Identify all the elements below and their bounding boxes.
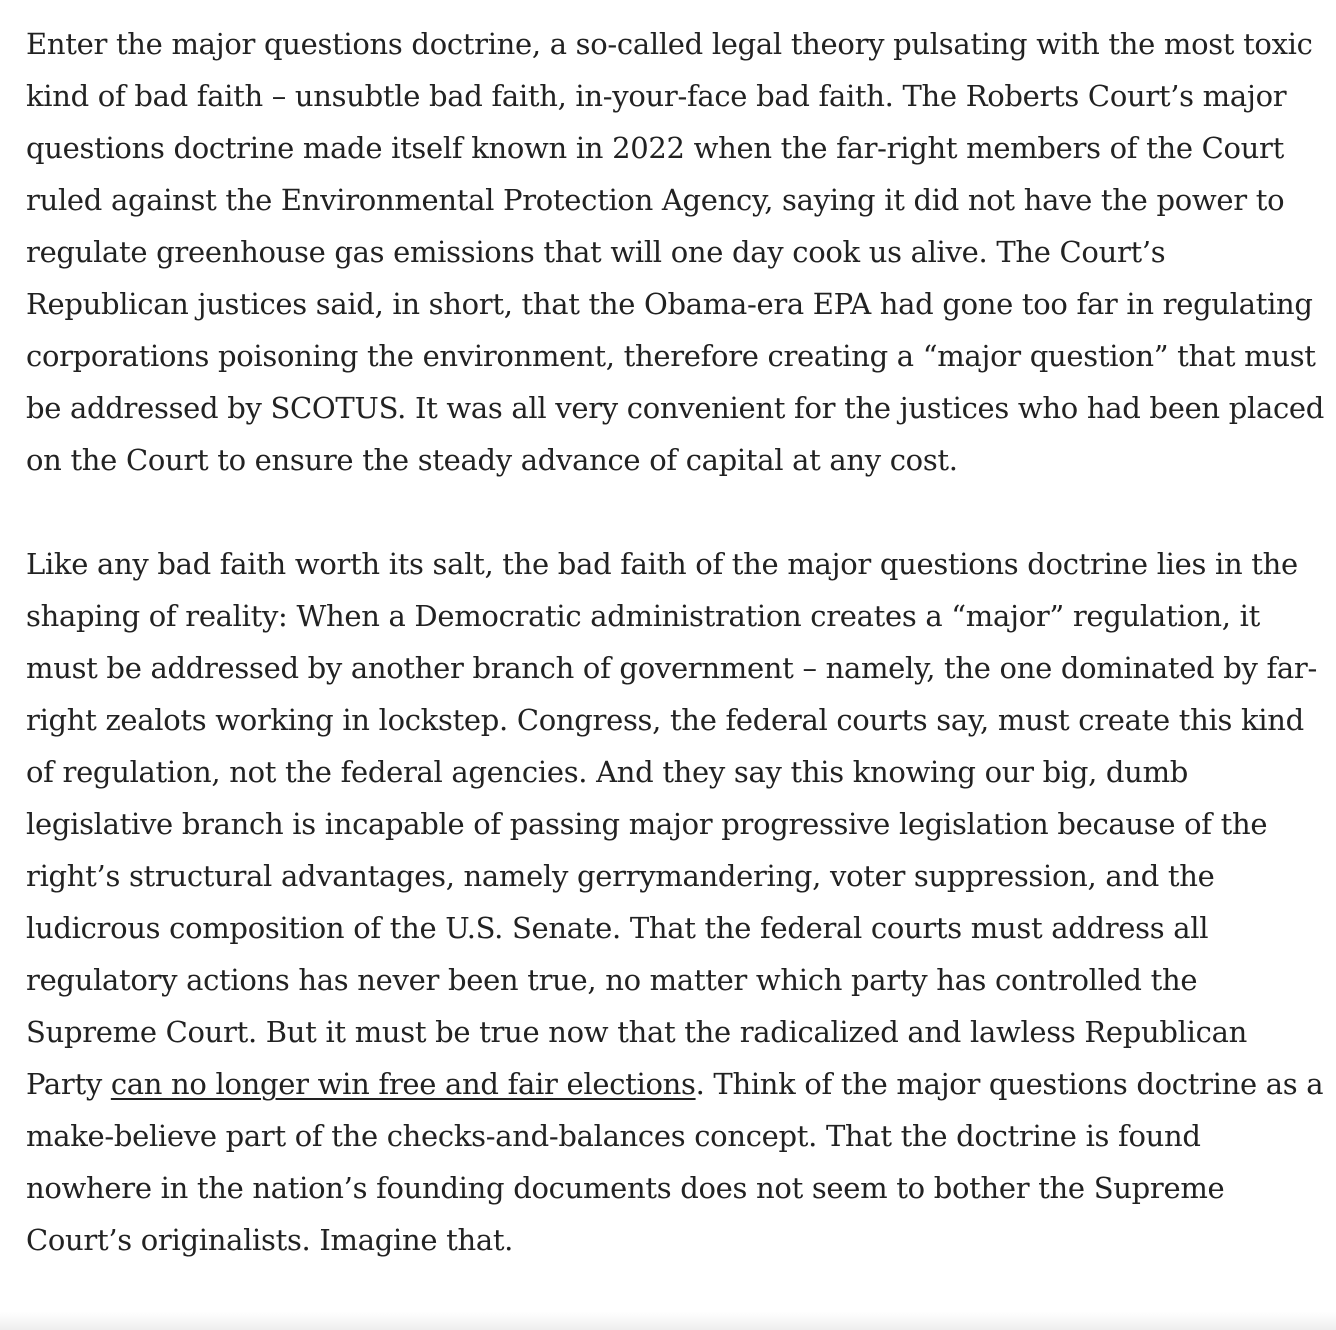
paragraph-2-text-end: . Think of the major questions doctrine as a make-believe part of the checks-and-balances concept. That the doctrine is found nowhere in the nation’s founding documents does not seem to bother the Supreme Court’s originalists. Imagine that. (26, 1067, 1324, 1257)
bottom-fade (0, 1312, 1336, 1330)
paragraph-2 (26, 538, 1326, 1266)
elections-link[interactable]: can no longer win free and fair elections (110, 1067, 696, 1101)
paragraph-1 (26, 18, 1326, 486)
paragraph-1-text: Enter the major questions doctrine, a so-called legal theory pulsating with the most toxic kind of bad faith – unsubtle bad faith, in-your-face bad faith. The Roberts Court’s major questions doctrine made itself known in 2022 when the far-right members of the Court ruled against the Environmental Protection Agency, saying it did not have the power to regulate greenhouse gas emissions that will one day cook us alive. The Court’s Republican justices said, in short, that the Obama-era EPA had gone too far in regulating corporations poisoning the environment, therefore creating a “major question” that must be addressed by SCOTUS. It was all very convenient for the justices who had been placed on the Court to ensure the steady advance of capital at any cost. (26, 27, 1325, 477)
article-body (26, 18, 1326, 1318)
paragraph-2-text-start: Like any bad faith worth its salt, the bad faith of the major questions doctrine lies in the shaping of reality: When a Democratic administration creates a “major” regulation, it must be addressed by another branch of government – namely, the one dominated by far-right zealots working in lockstep. Congress, the federal courts say, must create this kind of regulation, not the federal agencies. And they say this knowing our big, dumb legislative branch is incapable of passing major progressive legislation because of the right’s structural advantages, namely gerrymandering, voter suppression, and the ludicrous composition of the U.S. Senate. That the federal courts must address all regulatory actions has never been true, no matter which party has controlled the Supreme Court. But it must be true now that the radicalized and lawless Republican Party (26, 547, 1317, 1101)
